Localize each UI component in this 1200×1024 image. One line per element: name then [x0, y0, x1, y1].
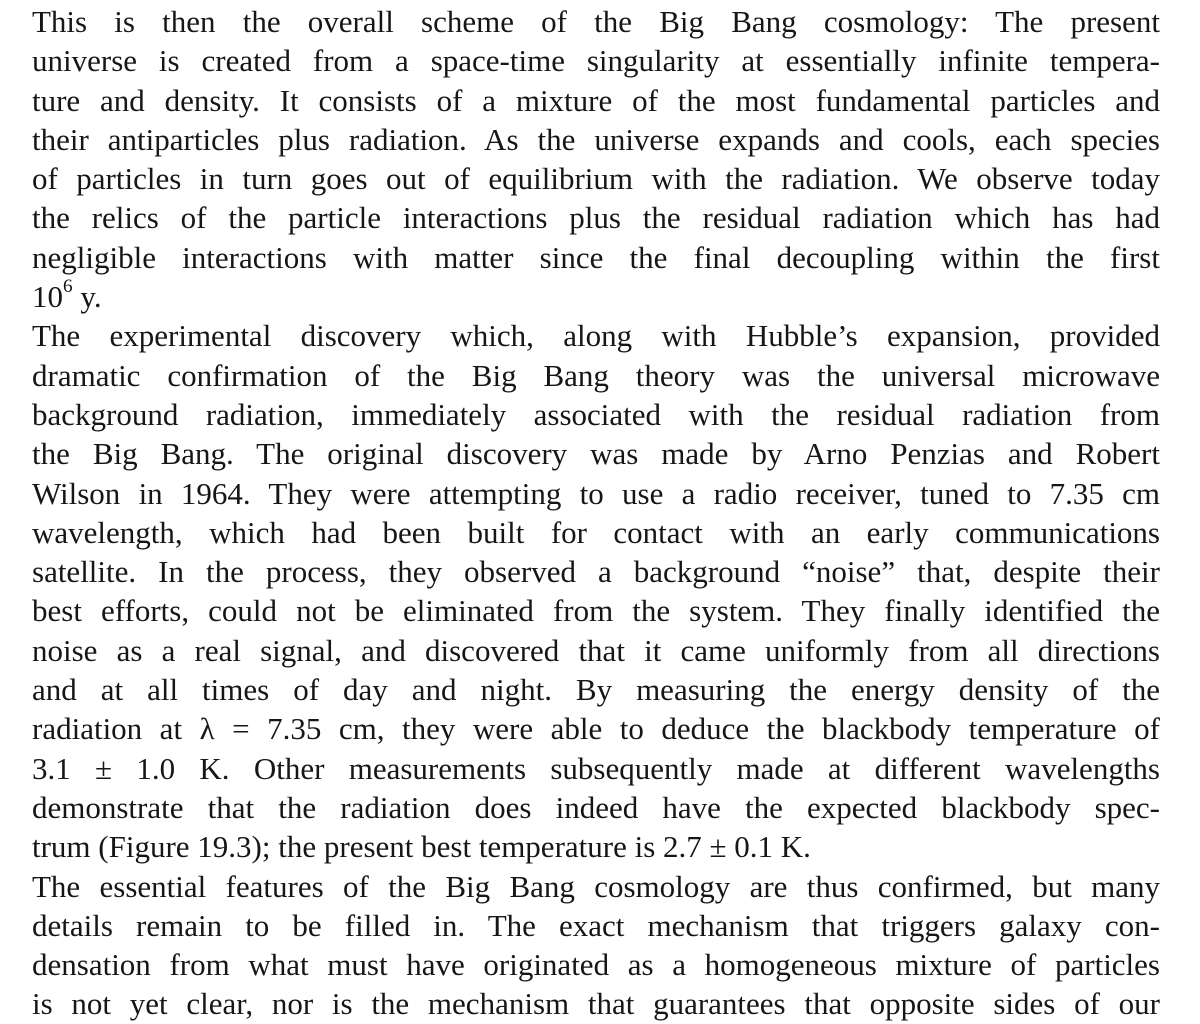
text-line: 3.1 ± 1.0 K. Other measurements subsequently made at different wavelengths	[32, 750, 1160, 786]
text-line: satellite. In the process, they observed a background “noise” that, despite their	[32, 554, 1160, 590]
text-line: demonstrate that the radiation does indeed have the expected blackbody spec-	[32, 789, 1160, 825]
text-line: and at all times of day and night. By measuring the energy density of the	[32, 672, 1160, 708]
text-line-last	[32, 277, 1160, 316]
text-line: details remain to be filled in. The exact mechanism that triggers galaxy con-	[32, 907, 1160, 943]
text-line: trum (Figure 19.3); the present best temperature is 2.7 ± 0.1 K.	[32, 829, 811, 865]
text-line: wavelength, which had been built for contact with an early communications	[32, 514, 1160, 550]
document-page	[32, 0, 1160, 1024]
paragraph-3	[32, 867, 1160, 1024]
text-line: ture and density. It consists of a mixture of the most fundamental particles and	[32, 82, 1160, 118]
text-line: of particles in turn goes out of equilibrium with the radiation. We observe today	[32, 161, 1160, 197]
text-line: the Big Bang. The original discovery was made by Arno Penzias and Robert	[32, 436, 1160, 472]
unit-text: y.	[72, 279, 102, 315]
paragraph-2	[32, 316, 1160, 866]
text-line: their antiparticles plus radiation. As the universe expands and cools, each species	[32, 121, 1160, 157]
text-line: best efforts, could not be eliminated from the system. They finally identified the	[32, 593, 1160, 629]
text-line: Wilson in 1964. They were attempting to use a radio receiver, tuned to 7.35 cm	[32, 475, 1160, 511]
paragraph-1	[32, 2, 1160, 316]
text-line: universe is created from a space-time singularity at essentially infinite tempera-	[32, 43, 1160, 79]
power-exponent: 6	[63, 275, 73, 297]
text-line: This is then the overall scheme of the Big Bang cosmology: The present	[32, 4, 1160, 39]
text-line: radiation at λ = 7.35 cm, they were able to deduce the blackbody temperature of	[32, 711, 1160, 747]
text-line: negligible interactions with matter since the final decoupling within the first	[32, 239, 1160, 275]
text-line: is not yet clear, nor is the mechanism that guarantees that opposite sides of our	[32, 986, 1160, 1022]
power-base: 10	[32, 279, 63, 315]
text-line: The essential features of the Big Bang cosmology are thus confirmed, but many	[32, 868, 1160, 904]
text-line: the relics of the particle interactions plus the residual radiation which has had	[32, 200, 1160, 236]
text-line: The experimental discovery which, along with Hubble’s expansion, provided	[32, 318, 1160, 354]
text-line: background radiation, immediately associated with the residual radiation from	[32, 396, 1160, 432]
text-line: noise as a real signal, and discovered that it came uniformly from all directions	[32, 632, 1160, 668]
text-line: dramatic confirmation of the Big Bang theory was the universal microwave	[32, 357, 1160, 393]
text-line: densation from what must have originated as a homogeneous mixture of particles	[32, 947, 1160, 983]
